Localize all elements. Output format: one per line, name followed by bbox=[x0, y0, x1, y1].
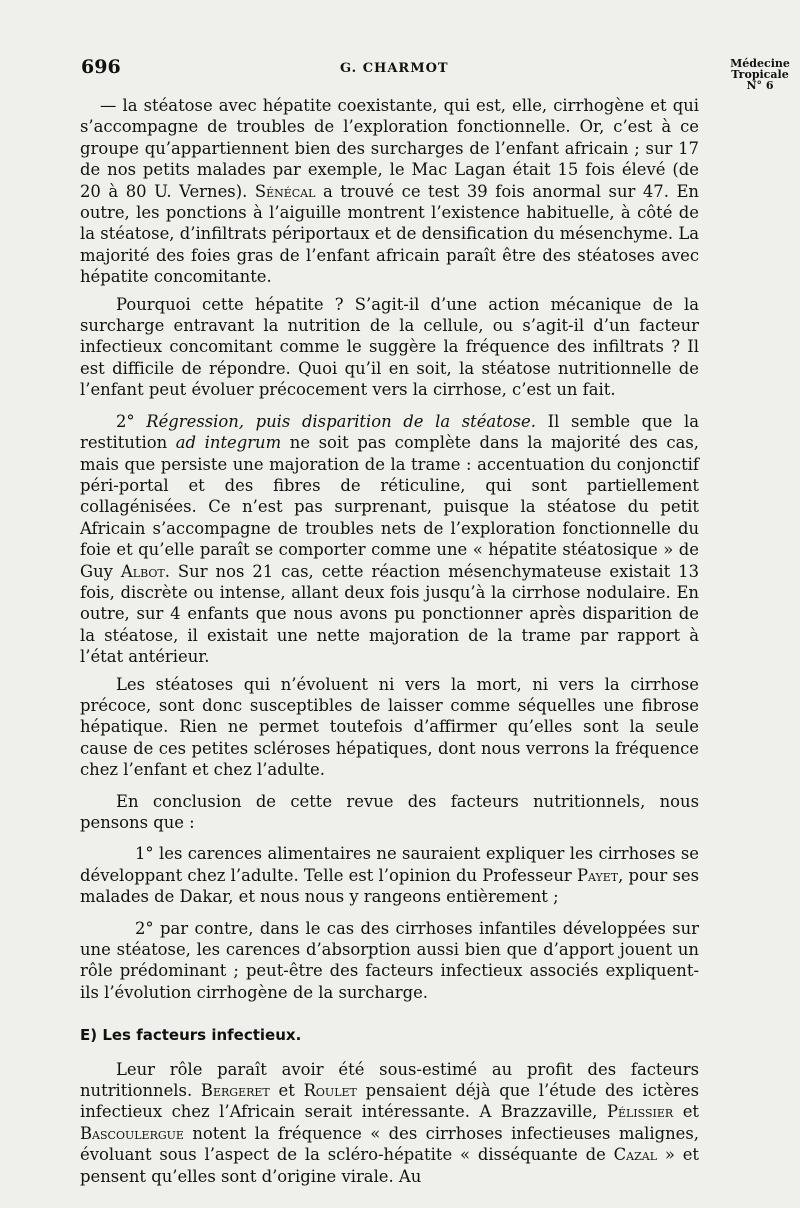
author-name: Roulet bbox=[303, 1081, 357, 1101]
author-name: Payet bbox=[576, 865, 619, 885]
text-run: notent la fréquence « des cirrhoses infectieuses malignes, évoluant sous l’aspect de la scléro-hépatite « disséquante de bbox=[80, 1123, 699, 1165]
latin-phrase: ad integrum bbox=[175, 433, 282, 453]
paragraph: Pourquoi cette hépatite ? S’agit-il d’une action mécanique de la surcharge entravant la nutrition de la cellule, ou s’agit-il d’un facteur infectieux concomitant comme le suggère la fréquence des infiltrats ? Il est difficile de répondre. Quoi qu’il en soit, la stéatose nutritionnelle de l’enfant peut évoluer précocement vers la cirrhose, c’est un fait. bbox=[80, 294, 699, 400]
paragraph: Les stéatoses qui n’évoluent ni vers la mort, ni vers la cirrhose précoce, sont donc susceptibles de laisser comme séquelles une fibrose hépatique. Rien ne permet toutefois d’affirmer qu’elles sont la seule cause de ces petites scléroses hépatiques, dont nous verrons la fréquence chez l’enfant et chez l’adulte. bbox=[80, 674, 699, 780]
paragraph bbox=[80, 411, 699, 668]
journal-name-line-2: Tropicale bbox=[731, 68, 789, 81]
text-run: Leur rôle paraît avoir été sous-estimé au profit des facteurs nutritionnels. bbox=[80, 1059, 699, 1101]
page-number: 696 bbox=[81, 56, 121, 78]
text-run: . Sur nos 21 cas, cette réaction mésenchymateuse existait 13 fois, discrète ou intense, allant deux fois jusqu’à la cirrhose nodulaire. En outre, sur 4 enfants que nous avons pu ponctionner après disparition de la stéatose, il existait une nette majoration de la trame par rapport à l’état antérieur. bbox=[80, 561, 700, 667]
text-run: — la stéatose avec hépatite coexistante, qui est, elle, cirrhogène et qui s’accompagne de troubles de l’exploration fonctionnelle. Or, c’est à ce groupe qu’appartiennent bien des surcharges de l’enfant africain ; sur 17 de nos petits malades par exemple, le Mac Lagan était 15 fois élevé (de 20 à 80 U. Vernes). bbox=[80, 96, 699, 201]
subsection-title: Régression, puis disparition de la stéatose. bbox=[146, 411, 536, 431]
paragraph bbox=[80, 95, 699, 288]
text-run: pensaient déjà que l’étude des ictères infectieux chez l’Africain serait intéressante. A Brazzaville, bbox=[80, 1081, 699, 1122]
text-run: , pour ses malades de Dakar, et nous nous y rangeons entièrement ; bbox=[80, 865, 700, 907]
text-run: Il semble que la restitution bbox=[80, 411, 700, 453]
author-name: Pélissier bbox=[606, 1102, 674, 1122]
text-run: et bbox=[278, 1081, 295, 1101]
author-name: Albot bbox=[120, 561, 165, 581]
list-item: 2° par contre, dans le cas des cirrhoses infantiles développées sur une stéatose, les carences d’absorption aussi bien que d’apport jouent un rôle prédominant ; peut-être des facteurs infectieux associés expliquent-ils l’évolution cirrhogène de la surcharge. bbox=[80, 918, 699, 1002]
journal-name-line-1: Médecine bbox=[730, 57, 790, 70]
page-header bbox=[0, 56, 800, 96]
text-run: a trouvé ce test 39 fois anormal sur 47. En outre, les ponctions à l’aiguille montrent l’existence habituelle, à côté de la stéatose, d’infiltrats périportaux et de densification du mésenchyme. La majorité des foies gras de l’enfant africain paraît être des stéatoses avec hépatite concomitante. bbox=[80, 181, 699, 287]
text-run: ne soit pas complète dans la majorité des cas, mais que persiste une majoration de la trame : accentuation du conjonctif péri-portal et des fibres de réticuline, qui sont partiellement collagénisées. Ce n’est pas surprenant, puisque la stéatose du petit Africain s’accompagne de troubles nets de l’exploration fonctionnelle du foie et qu’elle paraît se comporter comme une « hépatite stéatosique » de Guy bbox=[80, 433, 699, 581]
text-run: et bbox=[682, 1102, 700, 1122]
paragraph bbox=[80, 1059, 699, 1187]
journal-issue: N° 6 bbox=[746, 79, 774, 92]
text-run: » et pensent qu’elles sont d’origine virale. Au bbox=[80, 1145, 700, 1186]
author-name: Bergeret bbox=[200, 1081, 270, 1101]
text-run: 1° les carences alimentaires ne sauraient expliquer les cirrhoses se développant chez l’adulte. Telle est l’opinion du Professeur bbox=[80, 844, 699, 885]
section-heading: E) Les facteurs infectieux. bbox=[80, 1026, 302, 1045]
list-item bbox=[80, 843, 699, 907]
author-name: Bascoulergue bbox=[80, 1123, 184, 1143]
journal-label bbox=[722, 58, 798, 91]
paragraph: En conclusion de cette revue des facteurs nutritionnels, nous pensons que : bbox=[80, 791, 699, 832]
running-head: G. CHARMOT bbox=[340, 61, 449, 76]
body-text bbox=[80, 95, 699, 1187]
author-name: Cazal bbox=[613, 1145, 658, 1165]
author-name: Sénécal bbox=[254, 181, 316, 201]
list-number: 2° bbox=[116, 411, 135, 431]
